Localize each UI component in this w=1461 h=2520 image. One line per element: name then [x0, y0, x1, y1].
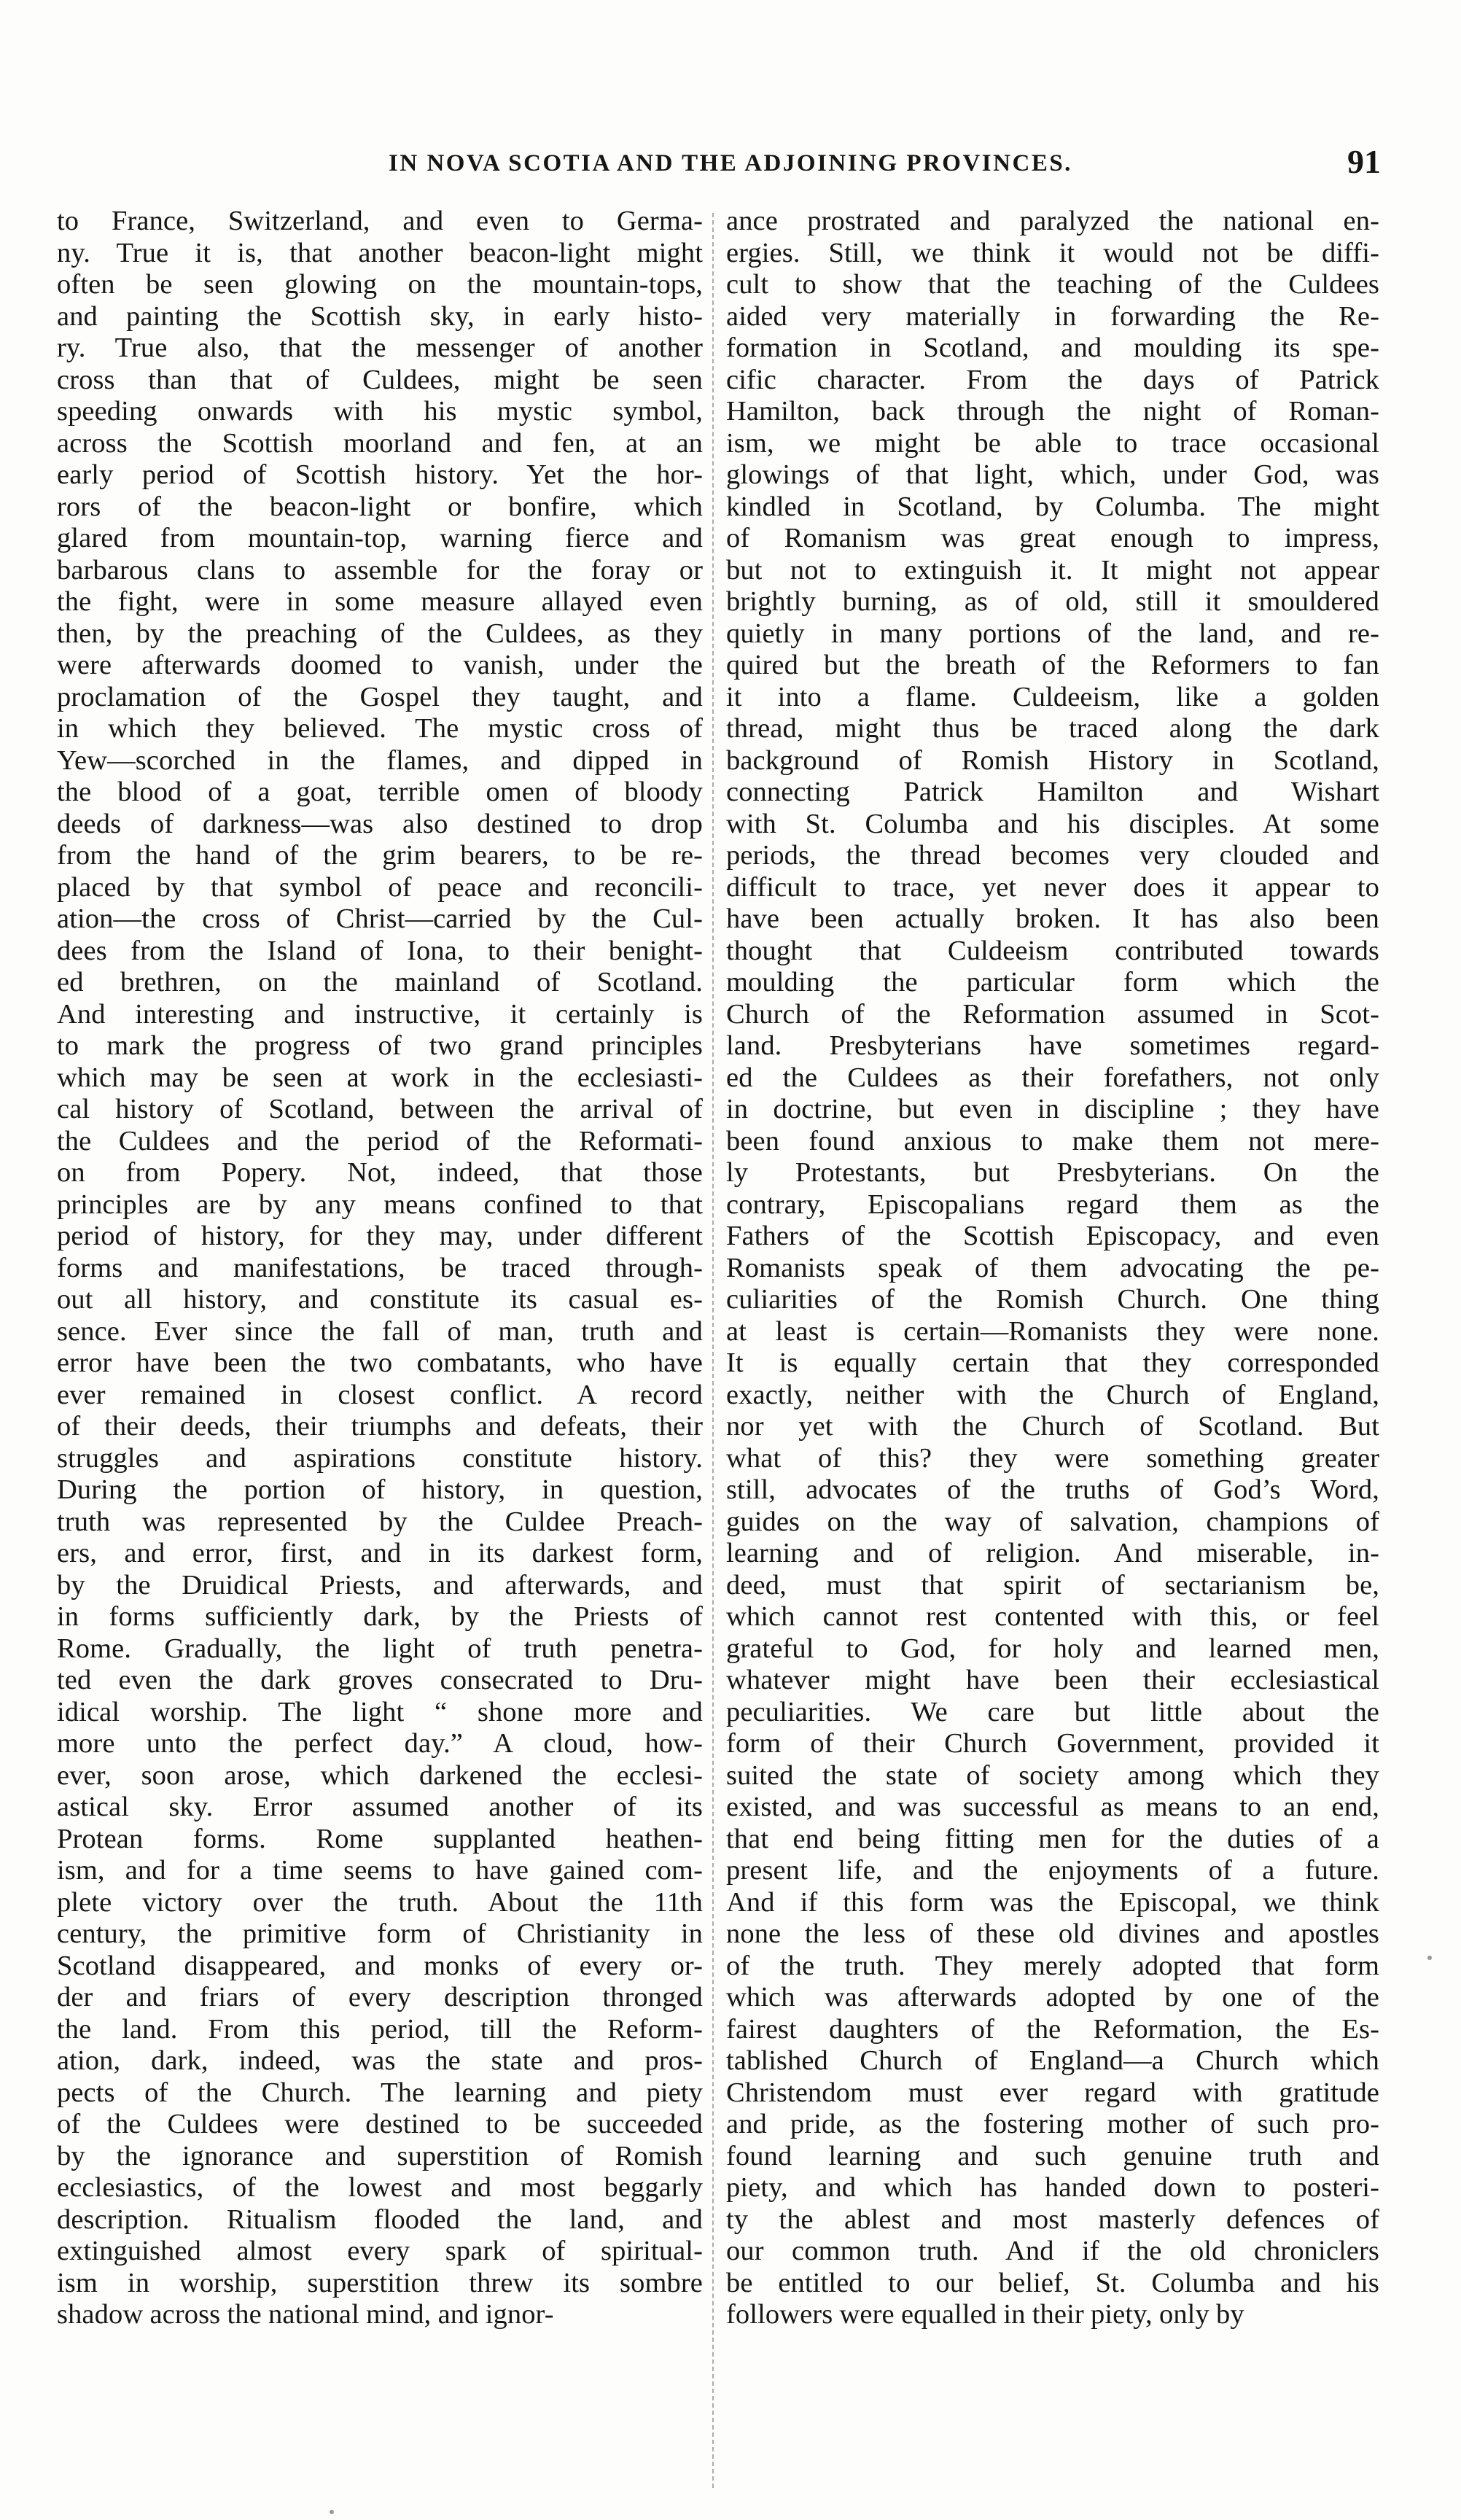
text-line: been found anxious to make them not mere- — [726, 1125, 1379, 1156]
text-line: plete victory over the truth. About the 11th — [57, 1886, 703, 1918]
text-line: have been actually broken. It has also been — [726, 903, 1379, 934]
text-line: aided very materially in forwarding the Re- — [726, 300, 1379, 332]
text-line: then, by the preaching of the Culdees, as they — [57, 618, 703, 649]
text-line: periods, the thread becomes very clouded and — [726, 840, 1379, 871]
text-line: speeding onwards with his mystic symbol, — [57, 396, 703, 427]
text-line: followers were equalled in their piety, only by — [726, 2299, 1244, 2330]
text-line: ers, and error, first, and in its darkest form, — [57, 1538, 703, 1568]
text-line: shadow across the national mind, and ignor- — [57, 2299, 554, 2330]
text-line: present life, and the enjoyments of a future. — [726, 1855, 1379, 1886]
text-line: to mark the progress of two grand principles — [57, 1030, 703, 1061]
text-line: the land. From this period, till the Reform- — [57, 2013, 703, 2045]
right-text-column — [726, 206, 1379, 2488]
text-line: ly Protestants, but Presbyterians. On the — [726, 1157, 1379, 1188]
text-line: ation—the cross of Christ—carried by the Cul- — [57, 903, 703, 934]
text-line: ever remained in closest conflict. A record — [57, 1379, 703, 1410]
text-line: der and friars of every description thronged — [57, 1982, 703, 2012]
text-line: error have been the two combatants, who have — [57, 1348, 703, 1378]
text-line: piety, and which has handed down to posteri- — [726, 2172, 1379, 2203]
column-divider — [712, 213, 714, 2488]
text-line: peculiarities. We care but little about the — [726, 1696, 1379, 1727]
text-line: form of their Church Government, provided it — [726, 1728, 1379, 1759]
text-line: of the truth. They merely adopted that form — [726, 1950, 1379, 1981]
text-line: pects of the Church. The learning and piety — [57, 2077, 703, 2108]
text-line: Protean forms. Rome supplanted heathen- — [57, 1823, 703, 1854]
text-line: that end being fitting men for the duties of a — [726, 1823, 1379, 1854]
text-line: description. Ritualism flooded the land, and — [57, 2204, 703, 2235]
text-line: still, advocates of the truths of God’s Word, — [726, 1474, 1379, 1505]
text-line: ny. True it is, that another beacon-light might — [57, 237, 703, 268]
text-line: brightly burning, as of old, still it smouldered — [726, 586, 1379, 617]
text-line: ecclesiastics, of the lowest and most beggarly — [57, 2172, 703, 2203]
text-line: thread, might thus be traced along the dark — [726, 713, 1379, 744]
text-line: connecting Patrick Hamilton and Wishart — [726, 777, 1379, 807]
text-line: by the Druidical Priests, and afterwards, and — [57, 1569, 703, 1601]
text-line: of the Culdees were destined to be succeeded — [57, 2109, 703, 2139]
text-line: on from Popery. Not, indeed, that those — [57, 1157, 703, 1188]
text-line: deeds of darkness—was also destined to drop — [57, 808, 703, 839]
text-line: grateful to God, for holy and learned men, — [726, 1633, 1379, 1664]
text-line: with St. Columba and his disciples. At some — [726, 808, 1379, 839]
text-line: of their deeds, their triumphs and defeats, their — [57, 1411, 703, 1442]
text-line: idical worship. The light “ shone more and — [57, 1696, 703, 1727]
text-line: at least is certain—Romanists they were none. — [726, 1315, 1379, 1347]
text-line: ation, dark, indeed, was the state and pros- — [57, 2045, 703, 2076]
text-line: what of this? they were something greater — [726, 1442, 1379, 1474]
text-line: ever, soon arose, which darkened the ecclesi- — [57, 1759, 703, 1791]
text-line: glared from mountain-top, warning fierce and — [57, 523, 703, 553]
running-head — [58, 143, 1403, 187]
text-line: century, the primitive form of Christianity in — [57, 1918, 703, 1949]
text-line: Church of the Reformation assumed in Scot- — [726, 998, 1379, 1030]
text-line: in which they believed. The mystic cross of — [57, 713, 703, 744]
print-speck — [1427, 1956, 1432, 1960]
text-line: and painting the Scottish sky, in early histo- — [57, 300, 703, 332]
text-line: ted even the dark groves consecrated to Dru- — [57, 1665, 703, 1695]
text-line: sence. Ever since the fall of man, truth and — [57, 1315, 703, 1347]
text-line: by the ignorance and superstition of Romish — [57, 2140, 703, 2171]
text-line: truth was represented by the Culdee Preach- — [57, 1506, 703, 1537]
text-line: it into a flame. Culdeeism, like a golden — [726, 681, 1379, 712]
text-line: suited the state of society among which they — [726, 1759, 1379, 1791]
text-line: ism in worship, superstition threw its sombre — [57, 2267, 703, 2298]
text-line: which was afterwards adopted by one of the — [726, 1982, 1379, 2012]
text-line: more unto the perfect day.” A cloud, how- — [57, 1728, 703, 1759]
text-line: astical sky. Error assumed another of its — [57, 1792, 703, 1822]
text-line: which may be seen at work in the ecclesiasti- — [57, 1062, 703, 1093]
text-line: cific character. From the days of Patrick — [726, 364, 1379, 395]
text-line: Rome. Gradually, the light of truth penetra- — [57, 1633, 703, 1664]
page-number: 91 — [1347, 143, 1381, 180]
text-line: glowings of that light, which, under God, was — [726, 459, 1379, 490]
text-line: ry. True also, that the messenger of another — [57, 332, 703, 363]
text-line: in doctrine, but even in discipline ; they have — [726, 1094, 1379, 1124]
text-line: cross than that of Culdees, might be seen — [57, 364, 703, 395]
left-text-column — [57, 206, 703, 2488]
text-line: quired but the breath of the Reformers to fan — [726, 650, 1379, 680]
text-line: the blood of a goat, terrible omen of bloody — [57, 777, 703, 807]
running-title: IN NOVA SCOTIA AND THE ADJOINING PROVINCES. — [389, 150, 1072, 176]
text-line: be entitled to our belief, St. Columba and his — [726, 2267, 1379, 2298]
text-line: often be seen glowing on the mountain-tops, — [57, 269, 703, 300]
text-line: ism, we might be able to trace occasional — [726, 427, 1379, 459]
text-line: in forms sufficiently dark, by the Priests of — [57, 1601, 703, 1632]
text-line: early period of Scottish history. Yet the hor- — [57, 459, 703, 490]
text-line: During the portion of history, in question, — [57, 1474, 703, 1505]
text-line: forms and manifestations, be traced through- — [57, 1252, 703, 1283]
text-line: cal history of Scotland, between the arrival of — [57, 1094, 703, 1124]
text-line: Yew—scorched in the flames, and dipped in — [57, 744, 703, 776]
text-line: fairest daughters of the Reformation, the Es- — [726, 2013, 1379, 2045]
text-line: placed by that symbol of peace and reconcili- — [57, 871, 703, 903]
text-line: ed the Culdees as their forefathers, not only — [726, 1062, 1379, 1093]
text-line: It is equally certain that they corresponded — [726, 1348, 1379, 1378]
text-line: our common truth. And if the old chroniclers — [726, 2236, 1379, 2266]
text-line: And interesting and instructive, it certainly is — [57, 998, 703, 1030]
text-line: existed, and was successful as means to an end, — [726, 1792, 1379, 1822]
text-line: nor yet with the Church of Scotland. But — [726, 1411, 1379, 1442]
text-line: ed brethren, on the mainland of Scotland. — [57, 967, 703, 998]
text-line: land. Presbyterians have sometimes regard- — [726, 1030, 1379, 1061]
text-line: and pride, as the fostering mother of such pro- — [726, 2109, 1379, 2139]
text-line: And if this form was the Episcopal, we think — [726, 1886, 1379, 1918]
text-line: barbarous clans to assemble for the foray or — [57, 554, 703, 586]
text-line: the Culdees and the period of the Reformati- — [57, 1125, 703, 1156]
text-line: culiarities of the Romish Church. One thing — [726, 1284, 1379, 1315]
text-line: the fight, were in some measure allayed even — [57, 586, 703, 617]
text-line: Romanists speak of them advocating the pe- — [726, 1252, 1379, 1283]
print-speck — [330, 2510, 334, 2514]
text-line: out all history, and constitute its casual es- — [57, 1284, 703, 1315]
text-line: proclamation of the Gospel they taught, and — [57, 681, 703, 712]
text-line: exactly, neither with the Church of England, — [726, 1379, 1379, 1410]
text-line: kindled in Scotland, by Columba. The might — [726, 491, 1379, 522]
text-line: tablished Church of England—a Church which — [726, 2045, 1379, 2076]
text-line: learning and of religion. And miserable, in- — [726, 1538, 1379, 1568]
text-line: Hamilton, back through the night of Roman- — [726, 396, 1379, 427]
text-line: extinguished almost every spark of spiritual- — [57, 2236, 703, 2266]
text-line: were afterwards doomed to vanish, under the — [57, 650, 703, 680]
text-line: ergies. Still, we think it would not be diffi- — [726, 237, 1379, 268]
text-line: Christendom must ever regard with gratitude — [726, 2077, 1379, 2108]
text-line: to France, Switzerland, and even to Germa- — [57, 206, 703, 236]
text-line: contrary, Episcopalians regard them as the — [726, 1189, 1379, 1220]
text-line: but not to extinguish it. It might not appear — [726, 554, 1379, 586]
text-line: of Romanism was great enough to impress, — [726, 523, 1379, 553]
text-line: ance prostrated and paralyzed the national en- — [726, 206, 1379, 236]
text-line: quietly in many portions of the land, and re- — [726, 618, 1379, 649]
text-line: difficult to trace, yet never does it appear to — [726, 871, 1379, 903]
text-line: Fathers of the Scottish Episcopacy, and even — [726, 1221, 1379, 1251]
text-line: which cannot rest contented with this, or feel — [726, 1601, 1379, 1632]
text-line: found learning and such genuine truth and — [726, 2140, 1379, 2171]
text-line: Scotland disappeared, and monks of every or- — [57, 1950, 703, 1981]
text-line: cult to show that the teaching of the Culdees — [726, 269, 1379, 300]
text-line: ism, and for a time seems to have gained com- — [57, 1855, 703, 1886]
text-line: principles are by any means confined to that — [57, 1189, 703, 1220]
text-line: formation in Scotland, and moulding its spe- — [726, 332, 1379, 363]
text-line: background of Romish History in Scotland, — [726, 744, 1379, 776]
text-line: guides on the way of salvation, champions of — [726, 1506, 1379, 1537]
text-line: across the Scottish moorland and fen, at an — [57, 427, 703, 459]
text-line: dees from the Island of Iona, to their benight- — [57, 935, 703, 966]
text-line: whatever might have been their ecclesiastical — [726, 1665, 1379, 1695]
text-line: period of history, for they may, under different — [57, 1221, 703, 1251]
text-line: moulding the particular form which the — [726, 967, 1379, 998]
text-line: ty the ablest and most masterly defences of — [726, 2204, 1379, 2235]
text-line: none the less of these old divines and apostles — [726, 1918, 1379, 1949]
text-line: thought that Culdeeism contributed towards — [726, 935, 1379, 966]
text-line: deed, must that spirit of sectarianism be, — [726, 1569, 1379, 1601]
text-line: rors of the beacon-light or bonfire, which — [57, 491, 703, 522]
text-line: struggles and aspirations constitute history. — [57, 1442, 703, 1474]
text-line: from the hand of the grim bearers, to be re- — [57, 840, 703, 871]
